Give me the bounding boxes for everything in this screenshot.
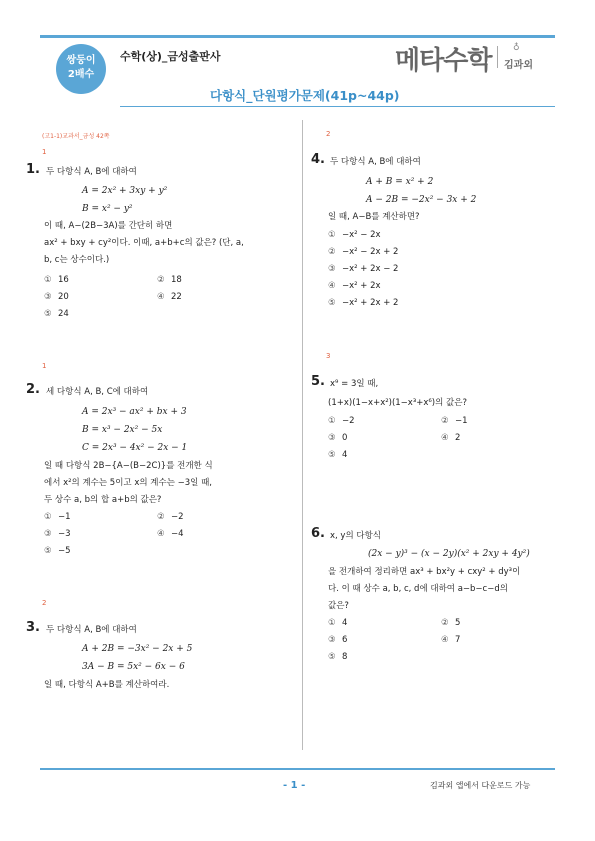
q1-text2: ax² + bxy + cy²이다. 이때, a+b+c의 값은? (단, a, [44, 238, 244, 248]
q1-eq2: B = x² − y² [82, 204, 133, 214]
q2-opt3[interactable]: ③ −3 [44, 529, 71, 539]
q4-opt3[interactable]: ③ −x² + 2x − 2 [328, 264, 399, 274]
q6-number: 6. [311, 526, 325, 541]
q1-stem: 두 다항식 A, B에 대하여 [46, 167, 137, 177]
q3-stem: 두 다항식 A, B에 대하여 [46, 625, 137, 635]
q5-opt4[interactable]: ④ 2 [441, 433, 461, 443]
q4-opt4[interactable]: ④ −x² + 2x [328, 281, 381, 291]
page-number: - 1 - [283, 780, 306, 791]
q6-text2: 다. 이 때 상수 a, b, c, d에 대하여 a−b−c−d의 [328, 584, 508, 594]
q6-stem: x, y의 다항식 [330, 531, 382, 541]
q4-level: 2 [326, 130, 331, 138]
q3-level: 2 [42, 599, 47, 607]
q5-opt3[interactable]: ③ 0 [328, 433, 348, 443]
q3-eq2: 3A − B = 5x² − 6x − 6 [82, 662, 185, 672]
footer-note: 김과외 앱에서 다운로드 가능 [430, 781, 531, 790]
title-rule [120, 106, 555, 107]
brand-divider [497, 46, 498, 68]
footer-rule [40, 768, 555, 770]
q6-text1: 을 전개하여 정리하면 ax³ + bx²y + cxy² + dy³이 [328, 567, 521, 577]
q2-eq1: A = 2x³ − ax² + bx + 3 [82, 407, 187, 417]
q2-number: 2. [26, 382, 40, 397]
q2-opt1[interactable]: ① −1 [44, 512, 71, 522]
q5-stem: x⁹ = 3일 때, [330, 379, 379, 389]
header-top-rule [40, 35, 555, 38]
twin-badge [56, 44, 106, 94]
q4-stem: 두 다항식 A, B에 대하여 [330, 157, 421, 167]
q5-number: 5. [311, 374, 325, 389]
q2-eq2: B = x³ − 2x² − 5x [82, 425, 163, 435]
q1-text1: 이 때, A−(2B−3A)를 간단히 하면 [44, 221, 173, 231]
badge-line2: 2배수 [67, 69, 95, 80]
q1-level: 1 [42, 148, 47, 156]
q4-opt2[interactable]: ② −x² − 2x + 2 [328, 247, 399, 257]
q2-opt5[interactable]: ⑤ −5 [44, 546, 71, 556]
q6-text3: 값은? [328, 601, 349, 611]
q4-eq1: A + B = x² + 2 [366, 177, 434, 187]
q1-opt1[interactable]: ① 16 [44, 275, 69, 285]
q4-opt5[interactable]: ⑤ −x² + 2x + 2 [328, 298, 399, 308]
q1-eq1: A = 2x² + 3xy + y² [82, 186, 168, 196]
q2-text2: 에서 x²의 계수는 5이고 x의 계수는 −3일 때, [44, 478, 212, 488]
q1-number: 1. [26, 162, 40, 177]
source-note: (고1-1)교과서_금성 42쪽 [42, 133, 110, 140]
q1-opt2[interactable]: ② 18 [157, 275, 182, 285]
subject-title: 수학(상)_금성출판사 [120, 50, 221, 63]
q6-eq1: (2x − y)³ − (x − 2y)(x² + 2xy + 4y²) [368, 549, 530, 559]
column-divider [302, 120, 303, 750]
brand-logo: 메타수학 [395, 46, 492, 76]
q6-opt5[interactable]: ⑤ 8 [328, 652, 348, 662]
q1-opt3[interactable]: ③ 20 [44, 292, 69, 302]
lightbulb-icon: ♁ [513, 43, 520, 53]
q4-opt1[interactable]: ① −x² − 2x [328, 230, 381, 240]
q6-opt3[interactable]: ③ 6 [328, 635, 348, 645]
q3-number: 3. [26, 620, 40, 635]
q2-opt4[interactable]: ④ −4 [157, 529, 184, 539]
q2-text1: 일 때 다항식 2B−{A−(B−2C)}를 전개한 식 [44, 461, 213, 471]
q4-number: 4. [311, 152, 325, 167]
q5-opt5[interactable]: ⑤ 4 [328, 450, 348, 460]
page-title: 다항식_단원평가문제(41p~44p) [210, 88, 400, 103]
q1-opt4[interactable]: ④ 22 [157, 292, 182, 302]
q2-stem: 세 다항식 A, B, C에 대하여 [46, 387, 149, 397]
q1-text3: b, c는 상수이다.) [44, 255, 110, 265]
q1-opt5[interactable]: ⑤ 24 [44, 309, 69, 319]
q5-opt1[interactable]: ① −2 [328, 416, 355, 426]
q6-opt1[interactable]: ① 4 [328, 618, 348, 628]
q4-text1: 일 때, A−B를 계산하면? [328, 212, 420, 222]
q6-opt4[interactable]: ④ 7 [441, 635, 461, 645]
q2-text3: 두 상수 a, b의 합 a+b의 값은? [44, 495, 162, 505]
q3-text1: 일 때, 다항식 A+B를 계산하여라. [44, 680, 170, 690]
q4-eq2: A − 2B = −2x² − 3x + 2 [366, 195, 477, 205]
brand-secondary: 김과외 [504, 60, 533, 71]
q3-eq1: A + 2B = −3x² − 2x + 5 [82, 644, 193, 654]
q6-opt2[interactable]: ② 5 [441, 618, 461, 628]
q5-opt2[interactable]: ② −1 [441, 416, 468, 426]
badge-line1: 쌍둥이 [66, 55, 96, 66]
q2-opt2[interactable]: ② −2 [157, 512, 184, 522]
q2-level: 1 [42, 362, 47, 370]
q5-text1: (1+x)(1−x+x²)(1−x³+x⁶)의 값은? [328, 398, 467, 408]
q5-level: 3 [326, 352, 331, 360]
q2-eq3: C = 2x³ − 4x² − 2x − 1 [82, 443, 188, 453]
